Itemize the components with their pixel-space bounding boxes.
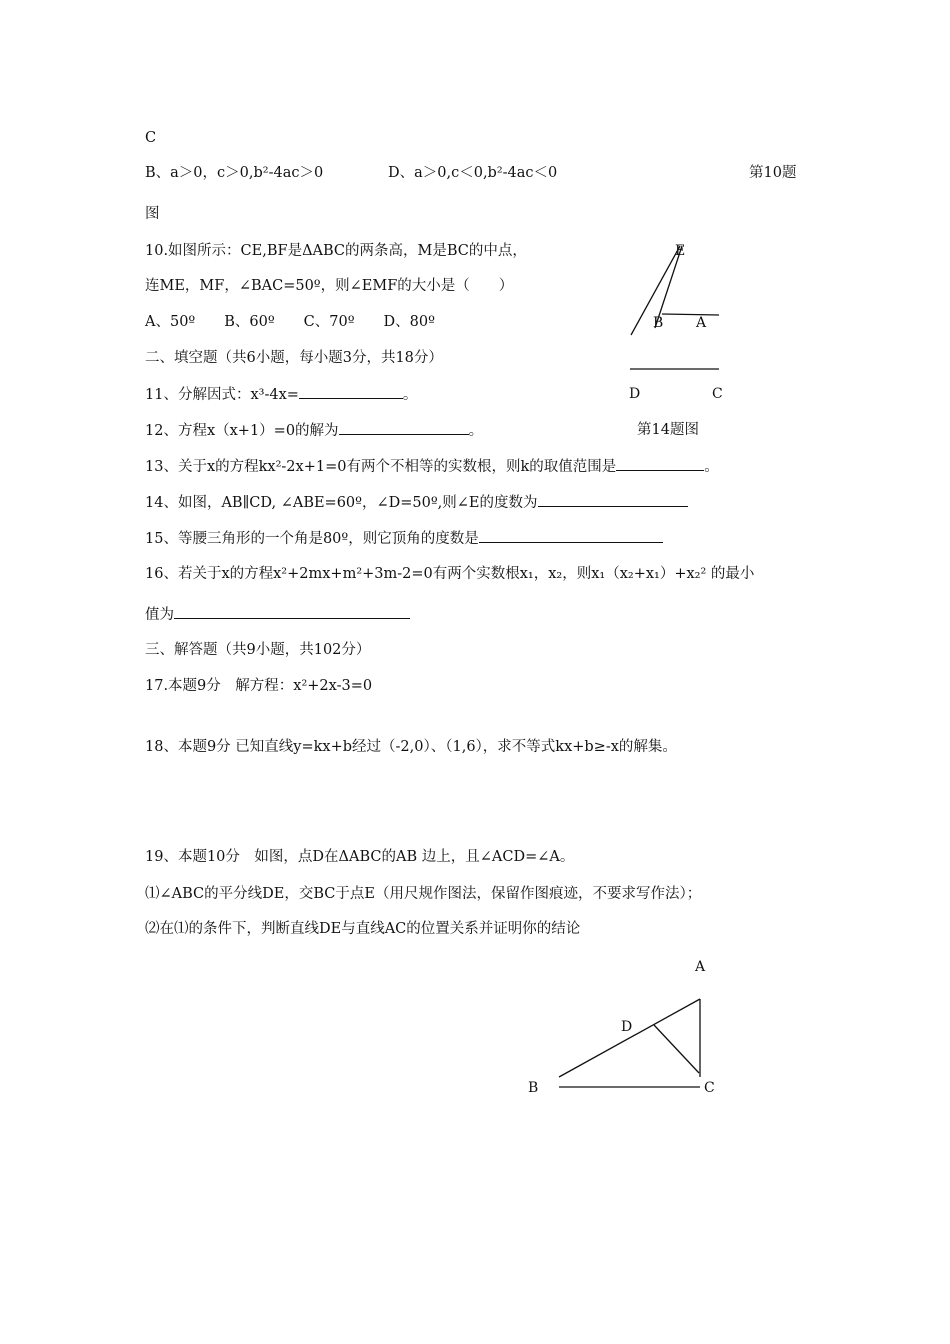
question-12-text: 12、方程x（x+1）=0的解为 (145, 423, 339, 439)
question-16-line1: 16、若关于x的方程x²+2mx+m²+3m-2=0有两个实数根x₁，x₂，则x₁（x₂+x₁）+x₂² 的最小 (145, 566, 755, 582)
question-11-end: 。 (402, 387, 418, 403)
question-11-text: 11、分解因式：x³-4x= (145, 387, 299, 403)
question-14-text: 14、如图，AB∥CD, ∠ABE=60º，∠D=50º,则∠E的度数为 (145, 495, 538, 511)
fig19-label-a: A (695, 959, 706, 975)
fig14-caption: 第14题图 (637, 422, 699, 438)
question-19-line1: 19、本题10分 如图，点D在ΔABC的AB 边上，且∠ACD=∠A。 (145, 849, 575, 865)
question-13-end: 。 (704, 459, 719, 475)
question-18: 18、本题9分 已知直线y=kx+b经过（-2,0）、（1,6），求不等式kx+b≥-x的解集。 (145, 739, 677, 755)
fig14-label-d: D (629, 386, 641, 402)
section-3-heading: 三、解答题（共9小题，共102分） (145, 642, 371, 658)
fig14-label-b: B (653, 315, 664, 331)
fig19-segment-cd (654, 1025, 699, 1073)
section-2-heading: 二、填空题（共6小题，每小题3分，共18分） (145, 350, 443, 366)
fig10-caption-cont: 图 (145, 206, 160, 222)
question-12-end: 。 (468, 423, 484, 439)
fig14-label-e: E (675, 243, 686, 259)
question-15-text: 15、等腰三角形的一个角是80º，则它顶角的度数是 (145, 531, 479, 547)
question-10-line2: 连ME，MF，∠BAC=50º，则∠EMF的大小是（ ） (145, 278, 514, 294)
option-d: D、a＞0,c＜0,b²-4ac＜0 (388, 165, 558, 181)
question-17: 17.本题9分 解方程：x²+2x-3=0 (145, 678, 373, 694)
fig10-caption: 第10题 (749, 165, 797, 181)
fig14-label-a: A (696, 315, 707, 331)
question-10-line1: 10.如图所示：CE,BF是ΔABC的两条高，M是BC的中点， (145, 243, 527, 259)
question-16-text: 值为 (145, 607, 174, 623)
question-19-part2: ⑵在⑴的条件下，判断直线DE与直线AC的位置关系并证明你的结论 (145, 921, 581, 937)
fig14-label-c: C (712, 386, 723, 402)
option-b: B、a＞0，c＞0,b²-4ac＞0 (145, 165, 324, 181)
line-option-c: C (145, 130, 157, 146)
question-10-options: A、50º B、60º C、70º D、80º (145, 314, 435, 330)
fig19-label-d: D (621, 1019, 633, 1035)
question-19-part1: ⑴∠ABC的平分线DE，交BC于点E（用尺规作图法，保留作图痕迹，不要求写作法）； (145, 886, 702, 902)
question-13-text: 13、关于x的方程kx²-2x+1=0有两个不相等的实数根，则k的取值范围是 (145, 459, 617, 475)
fig19-side-ba (559, 999, 700, 1077)
fig19-label-c: C (704, 1080, 715, 1096)
fig19-label-b: B (528, 1080, 539, 1096)
